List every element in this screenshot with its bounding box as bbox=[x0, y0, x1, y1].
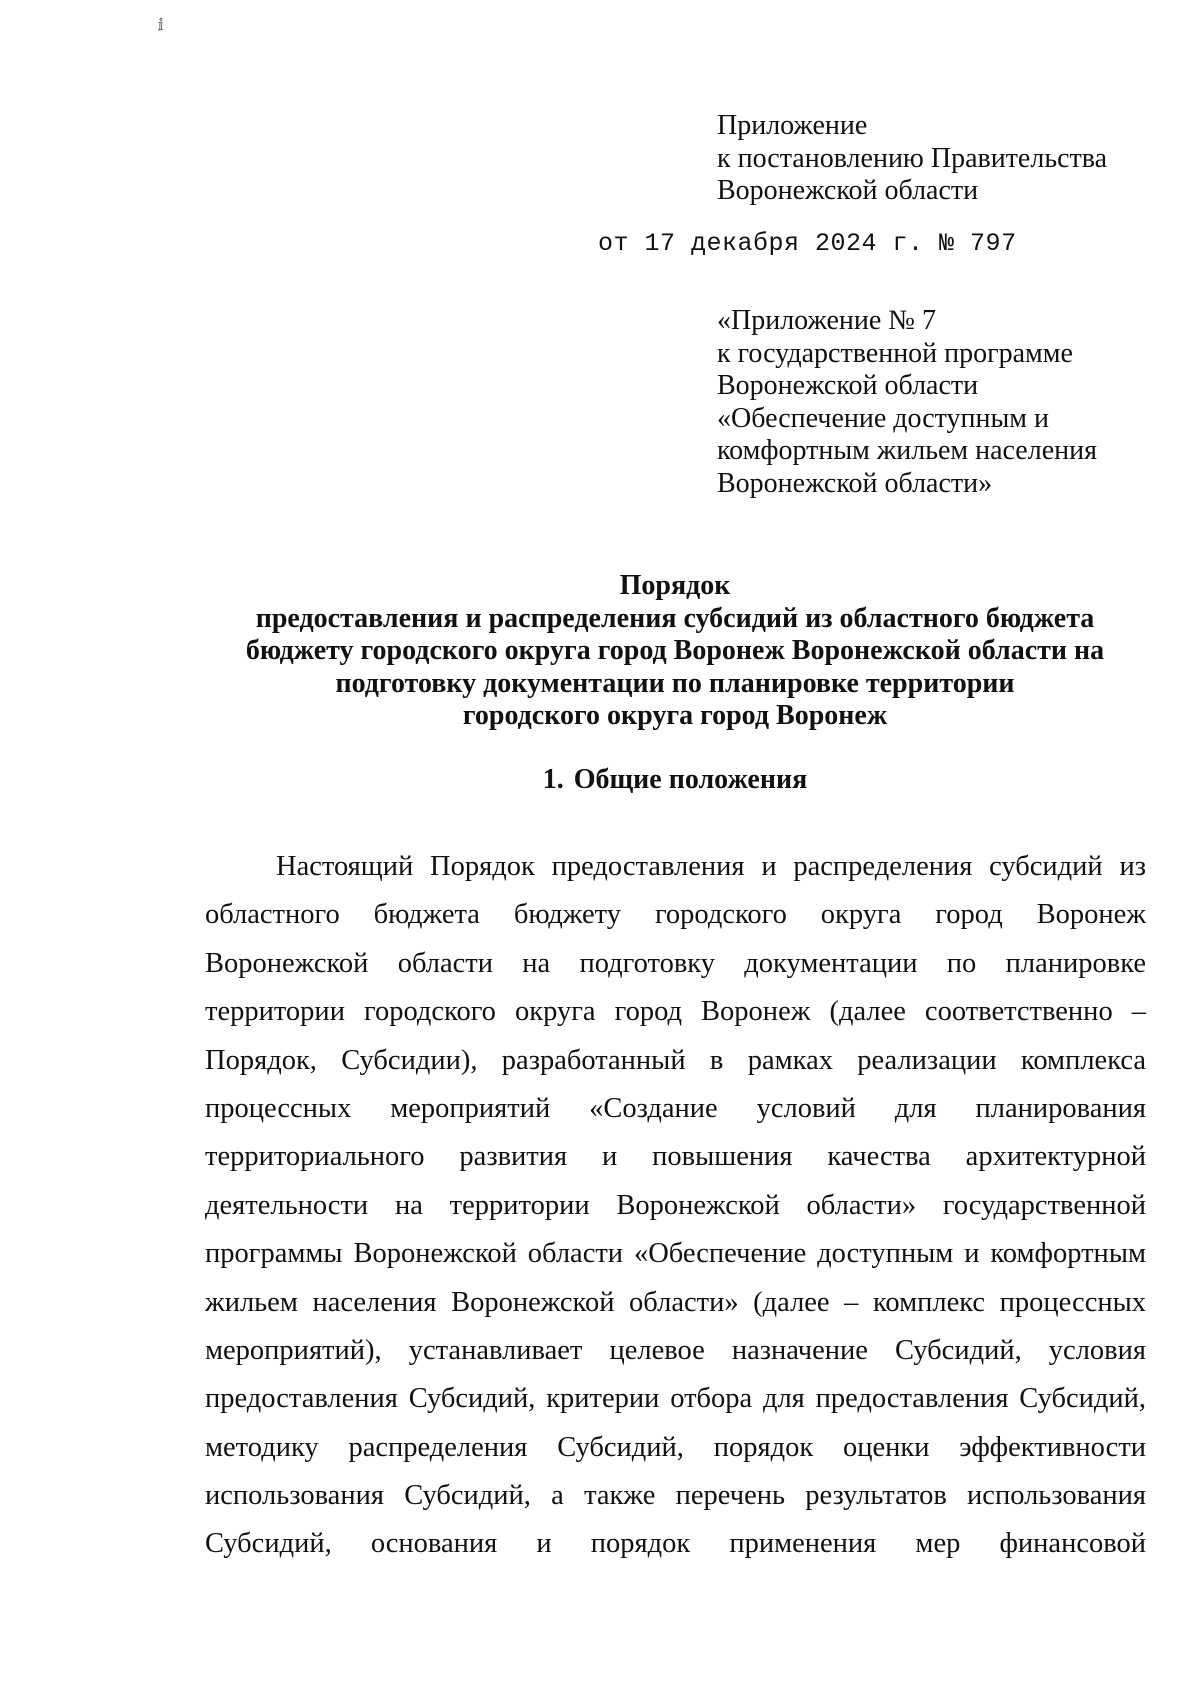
document-title-line: подготовку документации по планировке территории bbox=[335, 667, 1015, 699]
body-line: процессных мероприятий «Создание условий для планирования bbox=[205, 1092, 1146, 1124]
document-title-line: предоставления и распределения субсидий из областного бюджета bbox=[255, 602, 1095, 634]
body-line: Настоящий Порядок предоставления и распределения субсидий из bbox=[276, 851, 1146, 882]
document-title-line: Порядок bbox=[619, 570, 731, 601]
body-line: жильем населения Воронежской области» (далее – комплекс процессных bbox=[205, 1286, 1146, 1318]
body-line: территориального развития и повышения качества архитектурной bbox=[205, 1141, 1146, 1173]
body-line: деятельности на территории Воронежской области» государственной bbox=[205, 1189, 1146, 1221]
scan-artifact-mark: ⅈ bbox=[156, 16, 166, 35]
program-appendix-line: комфортным жильем населения bbox=[717, 435, 1097, 466]
program-appendix-line: «Приложение № 7 bbox=[717, 305, 936, 336]
program-appendix-line: Воронежской области» bbox=[717, 467, 993, 499]
section-title: Общие положения bbox=[573, 764, 808, 795]
body-line: Порядок, Субсидии), разработанный в рамках реализации комплекса bbox=[205, 1044, 1146, 1076]
body-line: методику распределения Субсидий, порядок оценки эффективности bbox=[205, 1431, 1146, 1463]
document-title-line: городского округа город Воронеж bbox=[462, 700, 888, 731]
body-line: областного бюджета бюджету городского округа город Воронеж bbox=[205, 899, 1146, 931]
body-line: предоставления Субсидий, критерии отбора для предоставления Субсидий, bbox=[205, 1383, 1146, 1415]
program-appendix-header bbox=[717, 305, 1097, 500]
appendix-header bbox=[717, 110, 1107, 208]
program-appendix-line: «Обеспечение доступным и bbox=[717, 402, 1049, 434]
document-title bbox=[160, 570, 1190, 733]
body-line: Субсидий, основания и порядок применения мер финансовой bbox=[205, 1528, 1146, 1560]
body-line: мероприятий), устанавливает целевое назначение Субсидий, условия bbox=[205, 1334, 1146, 1366]
body-line: Воронежской области на подготовку документации по планировке bbox=[205, 947, 1146, 979]
section-heading bbox=[160, 764, 1190, 796]
appendix-line: к постановлению Правительства bbox=[717, 142, 1108, 174]
program-appendix-line: Воронежской области bbox=[717, 370, 979, 401]
appendix-line: Приложение bbox=[717, 110, 868, 141]
program-appendix-line: к государственной программе bbox=[717, 337, 1073, 369]
body-line: территории городского округа город Воронеж (далее соответственно – bbox=[205, 996, 1146, 1028]
body-paragraph bbox=[205, 843, 1146, 1569]
section-number: 1. bbox=[542, 764, 564, 795]
body-line: использования Субсидий, а также перечень результатов использования bbox=[205, 1480, 1146, 1512]
resolution-date-stamp: от 17 декабря 2024 г. № 797 bbox=[598, 229, 1017, 258]
appendix-line: Воронежской области bbox=[717, 175, 979, 206]
document-title-line: бюджету городского округа город Воронеж Воронежской области на bbox=[245, 635, 1105, 666]
body-line: программы Воронежской области «Обеспечение доступным и комфортным bbox=[205, 1238, 1146, 1270]
